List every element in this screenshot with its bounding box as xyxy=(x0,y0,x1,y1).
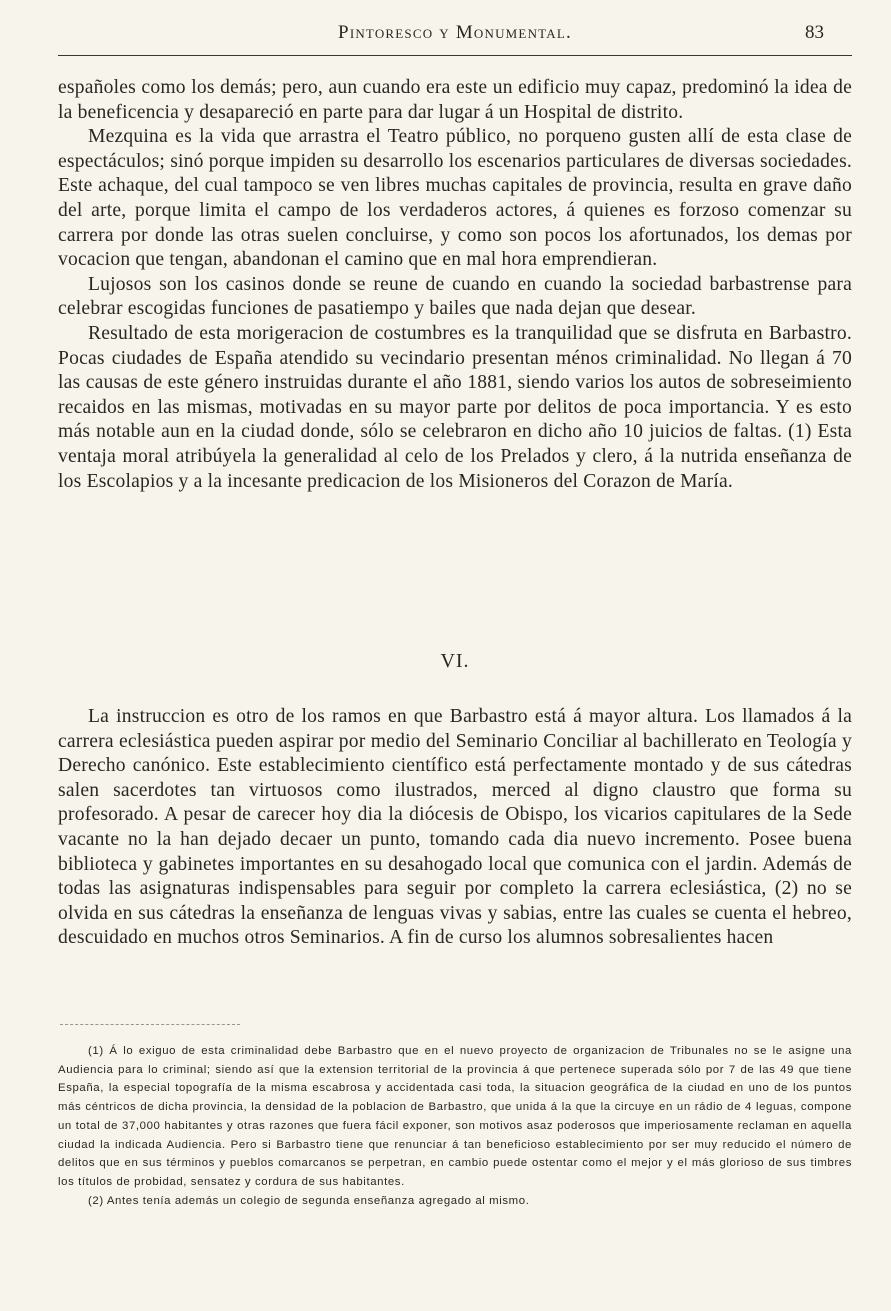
paragraph: Resultado de esta morigeracion de costumbres es la tranquilidad que se disfruta en Barbastro. Pocas ciudades de España atendido su vecindario presentan ménos criminalidad. No llegan á 70 las causas de este género instruidas durante el año 1881, siendo varios los autos de sobreseimiento recaidos en las mismas, motivadas en su mayor parte por delitos de poca importancia. Y es esto más notable aun en la ciudad donde, sólo se celebraron en dicho año 10 juicios de faltas. (1) Esta ventaja moral atribúyela la generalidad al celo de los Prelados y clero, á la nutrida enseñanza de los Escolapios y a la incesante predicacion de los Misioneros del Corazon de María. xyxy=(58,322,852,492)
paragraph: Mezquina es la vida que arrastra el Teatro público, no porqueno gusten allí de esta clase de espectáculos; sinó porque impiden su desarrollo los escenarios particulares de diversas sociedades. Este achaque, del cual tampoco se ven libres muchas capitales de provincia, resulta en grave daño del arte, porque limita el campo de los verdaderos actores, á quienes es forzoso comenzar su carrera por donde las otras suelen concluirse, y como son pocos los afortunados, los demas por vocacion que tengan, abandonan el camino que en mal hora emprendieran. xyxy=(58,126,852,271)
page-header xyxy=(58,22,852,52)
page-number: 83 xyxy=(805,22,824,43)
footnotes xyxy=(58,1042,852,1210)
running-title: Pintoresco y Monumental. xyxy=(338,22,572,43)
paragraph: La instruccion es otro de los ramos en que Barbastro está á mayor altura. Los llamados á la carrera eclesiástica pueden aspirar por medio del Seminario Conciliar al bachillerato en Teología y Derecho canónico. Este establecimiento científico está perfectamente montado y de sus cátedras salen sacerdotes tan virtuosos como ilustrados, merced al digno claustro que forma su profesorado. A pesar de carecer hoy dia la diócesis de Obispo, los vicarios capitulares de la Sede vacante no la han dejado decaer un punto, tomando cada dia nuevo incremento. Posee buena biblioteca y gabinetes importantes en su desahogado local que comunica con el jardin. Además de todas las asignaturas indispensables para seguir por completo la carrera eclesiástica, (2) no se olvida en sus cátedras la enseñanza de lenguas vivas y sabias, entre las cuales se cuenta el hebreo, descuidado en muchos otros Seminarios. A fin de curso los alumnos sobresalientes hacen xyxy=(58,706,852,949)
body-section-2 xyxy=(58,705,852,951)
header-rule xyxy=(58,55,852,56)
paragraph: Lujosos son los casinos donde se reune de cuando en cuando la sociedad barbastrense para celebrar escogidas funciones de pasatiempo y bailes que nada dejan que desear. xyxy=(58,273,852,320)
footnote-separator xyxy=(60,1024,240,1025)
body-section-1 xyxy=(58,76,852,494)
footnote: (1) Á lo exiguo de esta criminalidad debe Barbastro que en el nuevo proyecto de organizacion de Tribunales no se le asigne una Audiencia para lo criminal; siendo así que la extension territorial de la provincia á que pertenece superada sólo por 7 de las 49 que tiene España, la especial topografía de la misma escabrosa y accidentada casi toda, la situacion geográfica de la ciudad en uno de los puntos más céntricos de dicha provincia, la densidad de la poblacion de Barbastro, que unida á la que la circuye en un rádio de 4 leguas, compone un total de 37,000 habitantes y otras razones que fuera fácil exponer, son motivos asaz poderosos que imperiosamente reclaman en aquella ciudad la indicada Audiencia. Pero si Barbastro tiene que renunciar á tan beneficioso establecimiento por ser muy reducido el número de delitos que en sus términos y pueblos comarcanos se perpetran, en cambio puede ostentar como el mejor y el más glorioso de sus timbres los títulos de probidad, sensatez y cordura de sus habitantes. xyxy=(58,1045,852,1188)
footnote: (2) Antes tenía además un colegio de segunda enseñanza agregado al mismo. xyxy=(88,1194,530,1207)
paragraph: españoles como los demás; pero, aun cuando era este un edificio muy capaz, predominó la idea de la beneficencia y desapareció en parte para dar lugar á un Hospital de distrito. xyxy=(58,77,852,123)
section-heading: VI. xyxy=(440,650,470,672)
